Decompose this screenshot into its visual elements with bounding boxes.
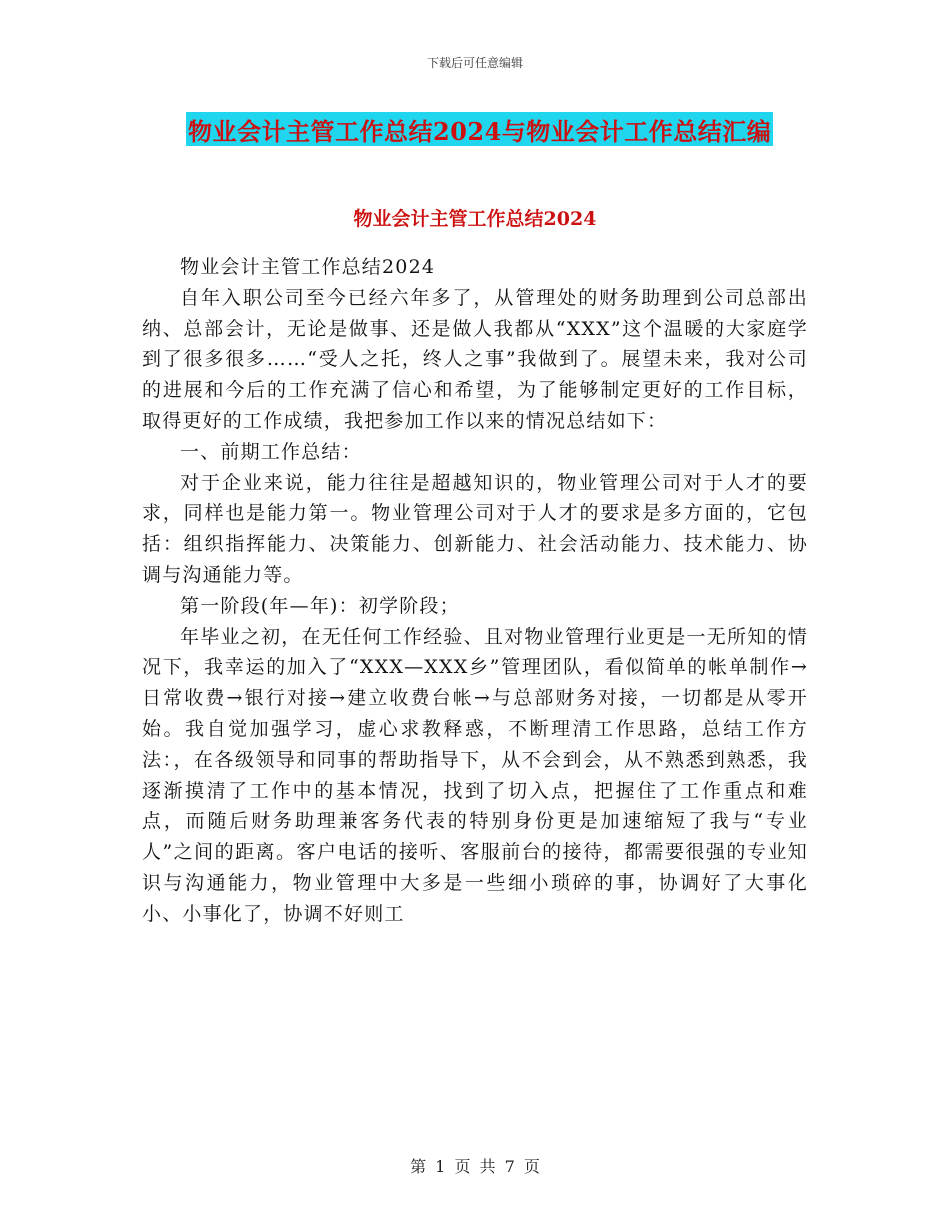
main-title-highlight	[186, 112, 773, 146]
paragraph-stage-heading: 第一阶段(年—年)：初学阶段；	[180, 594, 460, 617]
paragraph-ability: 对于企业来说，能力往往是超越知识的，物业管理公司对于人才的要求，同样也是能力第一。物业管理公司对于人才的要求是多方面的，它包括：组织指挥能力、决策能力、创新能力、社会活动能力、技术能力、协调与沟通能力等。	[142, 471, 808, 586]
page-indicator: 第 1 页 共 7 页	[410, 1157, 540, 1176]
paragraph-stage-body: 年毕业之初，在无任何工作经验、且对物业管理行业更是一无所知的情况下，我幸运的加入了“XXX—XXX乡”管理团队，看似简单的帐单制作→日常收费→银行对接→建立收费台帐→与总部财务对接，一切都是从零开始。我自觉加强学习，虚心求教释惑，不断理清工作思路，总结工作方法：，在各级领导和同事的帮助指导下，从不会到会，从不熟悉到熟悉，我逐渐摸清了工作中的基本情况，找到了切入点，把握住了工作重点和难点，而随后财务助理兼客务代表的特别身份更是加速缩短了我与“专业人”之间的距离。客户电话的接听、客服前台的接待，都需要很强的专业知识与沟通能力，物业管理中大多是一些细小琐碎的事，协调好了大事化小、小事化了，协调不好则工	[142, 625, 808, 925]
header-note: 下载后可任意编辑	[426, 56, 523, 70]
paragraph-heading: 物业会计主管工作总结2024	[180, 256, 436, 278]
document-body	[142, 252, 808, 930]
main-title: 物业会计主管工作总结2024与物业会计工作总结汇编	[188, 116, 772, 146]
section-title: 物业会计主管工作总结2024	[353, 208, 597, 230]
paragraph-intro: 自年入职公司至今已经六年多了，从管理处的财务助理到公司总部出纳、总部会计，无论是做事、还是做人我都从“XXX”这个温暖的大家庭学到了很多很多……“受人之托，终人之事”我做到了。展望未来，我对公司的进展和今后的工作充满了信心和希望，为了能够制定更好的工作目标，取得更好的工作成绩，我把参加工作以来的情况总结如下：	[142, 286, 808, 432]
paragraph-section-heading: 一、前期工作总结：	[180, 440, 362, 463]
